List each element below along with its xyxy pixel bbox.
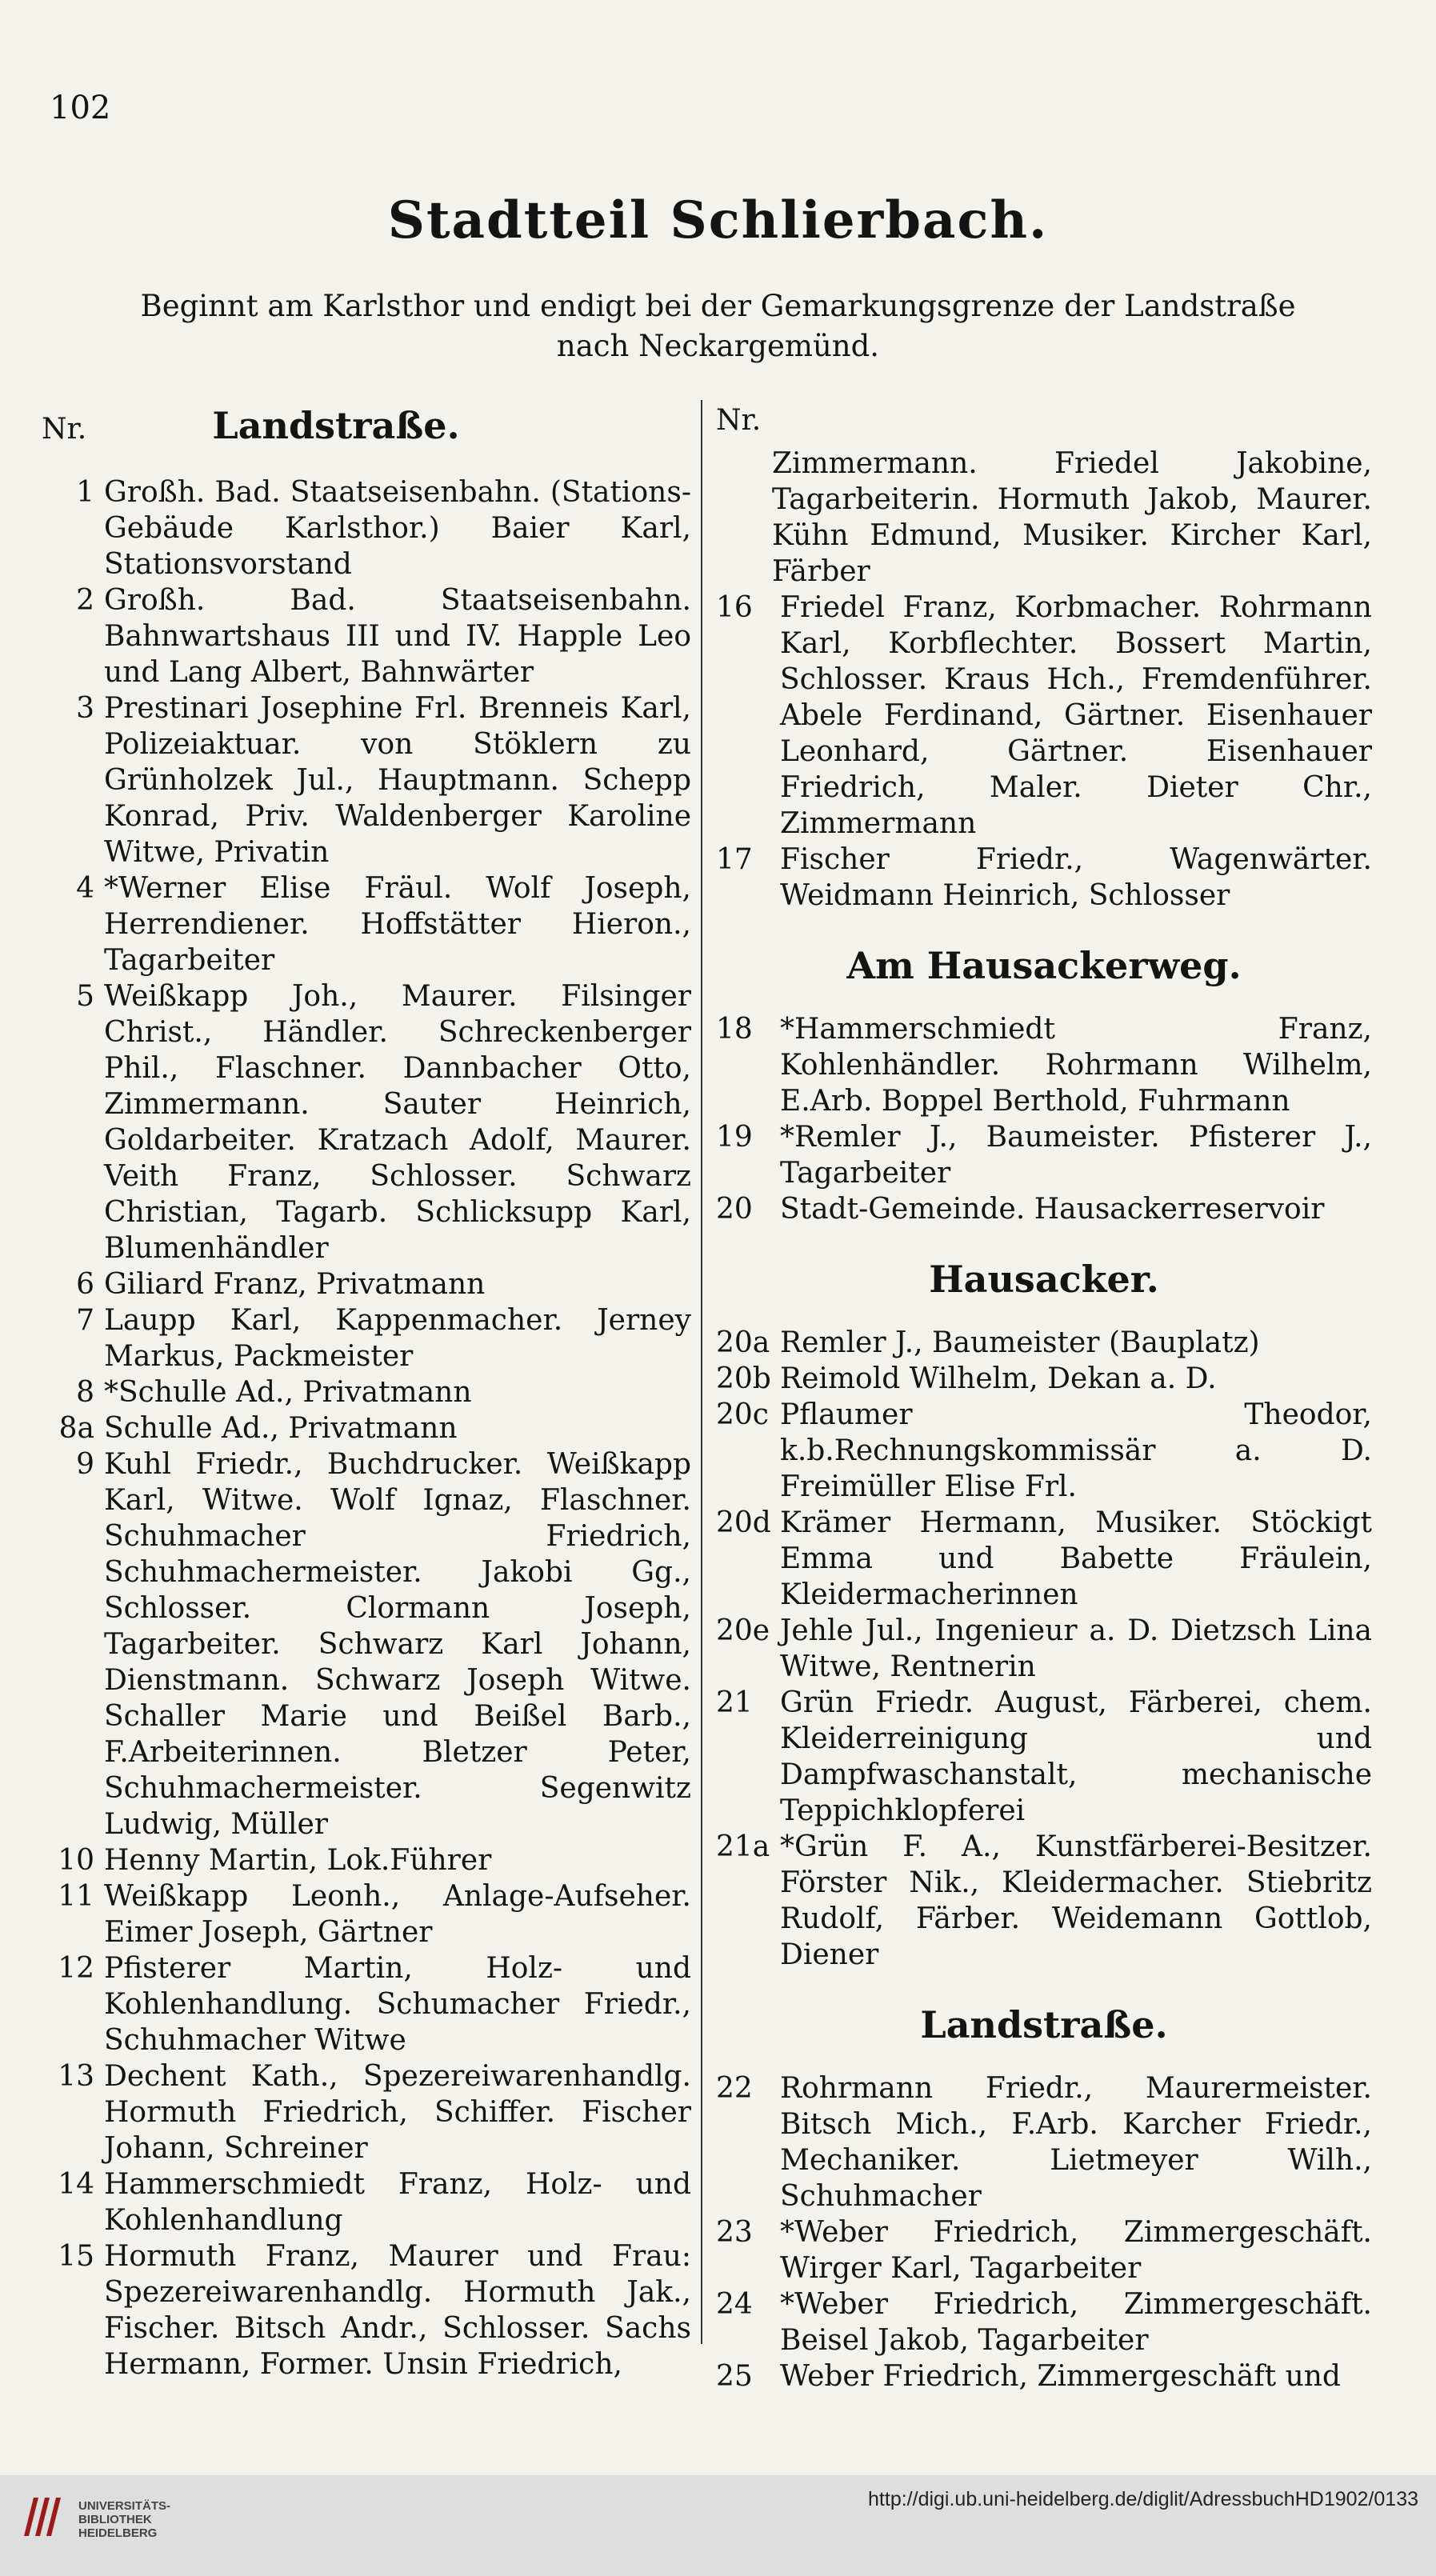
address-entry — [42, 474, 691, 582]
residents-text: Fischer Friedr., Wagenwärter. Weidmann Heinrich, Schlosser — [780, 843, 1372, 912]
address-entry — [716, 1361, 1372, 1397]
address-entry — [42, 1950, 691, 2058]
residents-text: Prestinari Josephine Frl. Brenneis Karl, Polizeiaktuar. von Stöklern zu Grünholzek Jul., Hauptmann. Schepp Konrad, Priv. Waldenberger Karoline Witwe, Privatin — [104, 692, 691, 869]
house-number: 24 — [716, 2288, 753, 2321]
footer-bar — [0, 2475, 1436, 2576]
house-number: 21a — [716, 1830, 770, 1863]
house-number: 11 — [58, 1880, 94, 1913]
address-entry — [716, 1119, 1372, 1191]
residents-text: Kuhl Friedr., Buchdrucker. Weißkapp Karl, Witwe. Wolf Ignaz, Flaschner. Schuhmacher Friedrich, Schuhmachermeister. Jakobi Gg., Schlosser. Clormann Joseph, Tagarbeiter. Schwarz Karl Johann, Dienstmann. Schwarz Joseph Witwe. Schaller Marie und Beißel Barb., F.Arbeiterinnen. Bletzer Peter, Schuhmachermeister. Segenwitz Ludwig, Müller — [104, 1448, 691, 1841]
house-number: 5 — [76, 980, 94, 1013]
house-number: 19 — [716, 1121, 753, 1154]
address-entry — [42, 1374, 691, 1410]
address-entry — [716, 1613, 1372, 1685]
address-entry — [42, 1446, 691, 1842]
left-column-header — [42, 404, 691, 460]
residents-text: Großh. Bad. Staatseisenbahn. (Stations-Gebäude Karlsthor.) Baier Karl, Stationsvorstand — [104, 476, 691, 581]
house-number: 20c — [716, 1398, 769, 1431]
house-number: 20b — [716, 1362, 771, 1395]
residents-text: Pflaumer Theodor, k.b.Rechnungskommissär a. D. Freimüller Elise Frl. — [780, 1398, 1372, 1503]
source-url-link[interactable]: http://digi.ub.uni-heidelberg.de/diglit/AdressbuchHD1902/0133 — [868, 2488, 1418, 2510]
residents-text: *Weber Friedrich, Zimmergeschäft. Beisel Jakob, Tagarbeiter — [780, 2288, 1372, 2357]
house-number: 8 — [76, 1376, 94, 1409]
address-entry — [42, 1842, 691, 1878]
intro-text: Beginnt am Karlsthor und endigt bei der Gemarkungsgrenze der Landstraße nach Neckargemünd. — [140, 289, 1296, 363]
residents-text: Rohrmann Friedr., Maurermeister. Bitsch Mich., F.Arb. Karcher Friedr., Mechaniker. Lietmeyer Wilh., Schuhmacher — [780, 2072, 1372, 2213]
residents-text: *Hammerschmiedt Franz, Kohlenhändler. Rohrmann Wilhelm, E.Arb. Boppel Berthold, Fuhrmann — [780, 1013, 1372, 1118]
house-number: 22 — [716, 2072, 753, 2105]
residents-text: Remler J., Baumeister (Bauplatz) — [780, 1326, 1260, 1359]
address-entry — [716, 1397, 1372, 1505]
residents-text: Hammerschmiedt Franz, Holz- und Kohlenhandlung — [104, 2168, 691, 2237]
library-name-line: BIBLIOTHEK — [78, 2513, 152, 2526]
house-number: 23 — [716, 2216, 753, 2249]
residents-text: *Grün F. A., Kunstfärberei-Besitzer. Förster Nik., Kleidermacher. Stiebritz Rudolf, Färber. Weidemann Gottlob, Diener — [780, 1830, 1372, 1971]
house-number: 10 — [58, 1844, 94, 1877]
address-entry — [42, 582, 691, 690]
house-number: 2 — [76, 584, 94, 617]
house-number: 13 — [58, 2060, 94, 2093]
address-entry — [716, 2286, 1372, 2358]
right-column — [716, 404, 1372, 2394]
address-entry — [716, 842, 1372, 914]
left-entries — [42, 474, 691, 2382]
address-entry — [716, 2070, 1372, 2214]
residents-text: Krämer Hermann, Musiker. Stöckigt Emma und Babette Fräulein, Kleidermacherinnen — [780, 1506, 1372, 1611]
library-name-line: HEIDELBERG — [78, 2526, 158, 2540]
house-number: 20e — [716, 1614, 770, 1647]
house-number: 18 — [716, 1013, 753, 1046]
street-heading: Landstraße. — [212, 404, 460, 447]
page-title: Stadtteil Schlierbach. — [387, 190, 1049, 250]
residents-text: Grün Friedr. August, Färberei, chem. Kleiderreinigung und Dampfwaschanstalt, mechanische Teppichklopferei — [780, 1686, 1372, 1827]
house-number: 20a — [716, 1326, 770, 1359]
residents-text: Dechent Kath., Spezereiwarenhandlg. Hormuth Friedrich, Schiffer. Fischer Johann, Schreiner — [104, 2060, 691, 2165]
left-column — [42, 404, 691, 2382]
residents-text: Friedel Franz, Korbmacher. Rohrmann Karl, Korbflechter. Bossert Martin, Schlosser. Kraus Hch., Fremdenführer. Abele Ferdinand, Gärtner. Eisenhauer Leonhard, Gärtner. Eisenhauer Friedrich, Maler. Dieter Chr., Zimmermann — [780, 591, 1372, 840]
residents-text: *Werner Elise Fräul. Wolf Joseph, Herrendiener. Hoffstätter Hieron., Tagarbeiter — [104, 872, 691, 977]
residents-text: Stadt-Gemeinde. Hausackerreservoir — [780, 1193, 1325, 1226]
residents-text: *Schulle Ad., Privatmann — [104, 1376, 472, 1409]
house-number: 17 — [716, 843, 753, 876]
house-number: 15 — [58, 2240, 94, 2273]
address-entry — [42, 978, 691, 1266]
address-entry — [716, 2214, 1372, 2286]
address-entry — [716, 1011, 1372, 1119]
address-entry — [42, 2238, 691, 2382]
house-number: 6 — [76, 1268, 94, 1301]
nr-label: Nr. — [42, 413, 87, 446]
residents-text: Schulle Ad., Privatmann — [104, 1412, 458, 1445]
house-number: 20d — [716, 1506, 771, 1539]
library-logo-icon — [18, 2490, 70, 2542]
page-number: 102 — [50, 90, 111, 126]
address-entry — [42, 690, 691, 870]
house-number: 14 — [58, 2168, 94, 2201]
library-name-line: UNIVERSITÄTS- — [78, 2499, 171, 2513]
residents-text: Großh. Bad. Staatseisenbahn. Bahnwartshaus III und IV. Happle Leo und Lang Albert, Bahnwärter — [104, 584, 691, 689]
library-name — [78, 2499, 170, 2540]
right-column-header — [716, 404, 1372, 446]
residents-text: Reimold Wilhelm, Dekan a. D. — [780, 1362, 1217, 1395]
address-entry — [42, 870, 691, 978]
residents-text: *Weber Friedrich, Zimmergeschäft. Wirger Karl, Tagarbeiter — [780, 2216, 1372, 2285]
house-number: 4 — [76, 872, 94, 905]
residents-text: *Remler J., Baumeister. Pfisterer J., Tagarbeiter — [780, 1121, 1372, 1190]
address-entry — [42, 1878, 691, 1950]
address-entry — [42, 1410, 691, 1446]
house-number: 20 — [716, 1193, 753, 1226]
residents-text: Giliard Franz, Privatmann — [104, 1268, 486, 1301]
house-number: 16 — [716, 591, 753, 624]
address-entry — [42, 1266, 691, 1302]
street-heading: Hausacker. — [929, 1258, 1159, 1301]
house-number: 21 — [716, 1686, 753, 1719]
house-number: 3 — [76, 692, 94, 725]
residents-text: Laupp Karl, Kappenmacher. Jerney Markus, Packmeister — [104, 1304, 691, 1373]
house-number: 25 — [716, 2360, 753, 2393]
address-entry — [716, 1191, 1372, 1227]
house-number: 8a — [58, 1412, 94, 1445]
address-entry — [716, 2358, 1372, 2394]
address-entry — [716, 1505, 1372, 1613]
residents-text: Weber Friedrich, Zimmergeschäft und — [780, 2360, 1341, 2393]
house-number: 9 — [76, 1448, 94, 1481]
residents-text: Weißkapp Leonh., Anlage-Aufseher. Eimer Joseph, Gärtner — [104, 1880, 691, 1949]
house-number: 12 — [58, 1952, 94, 1985]
street-heading: Landstraße. — [920, 2003, 1168, 2046]
column-divider — [701, 400, 702, 2344]
address-entry — [42, 2166, 691, 2238]
residents-text: Pfisterer Martin, Holz- und Kohlenhandlung. Schumacher Friedr., Schuhmacher Witwe — [104, 1952, 691, 2057]
address-entry — [716, 1325, 1372, 1361]
residents-text: Jehle Jul., Ingenieur a. D. Dietzsch Lina Witwe, Rentnerin — [780, 1614, 1372, 1683]
house-number: 7 — [76, 1304, 94, 1337]
street-heading: Am Hausackerweg. — [846, 944, 1242, 987]
right-entries — [716, 590, 1372, 2394]
continuation-text: Zimmermann. Friedel Jakobine, Tagarbeiterin. Hormuth Jakob, Maurer. Kühn Edmund, Musiker. Kircher Karl, Färber — [772, 447, 1372, 588]
address-entry — [42, 1302, 691, 1374]
address-entry — [716, 590, 1372, 842]
residents-text: Hormuth Franz, Maurer und Frau: Spezereiwarenhandlg. Hormuth Jak., Fischer. Bitsch Andr., Schlosser. Sachs Hermann, Former. Unsin Friedrich, — [104, 2240, 691, 2381]
residents-text: Weißkapp Joh., Maurer. Filsinger Christ., Händler. Schreckenberger Phil., Flaschner. Dannbacher Otto, Zimmermann. Sauter Heinrich, Goldarbeiter. Kratzach Adolf, Maurer. Veith Franz, Schlosser. Schwarz Christian, Tagarb. Schlicksupp Karl, Blumenhändler — [104, 980, 691, 1265]
house-number: 1 — [76, 476, 94, 509]
address-entry — [716, 1685, 1372, 1829]
residents-text: Henny Martin, Lok.Führer — [104, 1844, 492, 1877]
address-entry — [42, 2058, 691, 2166]
nr-label: Nr. — [716, 404, 762, 437]
address-entry — [716, 1829, 1372, 1973]
